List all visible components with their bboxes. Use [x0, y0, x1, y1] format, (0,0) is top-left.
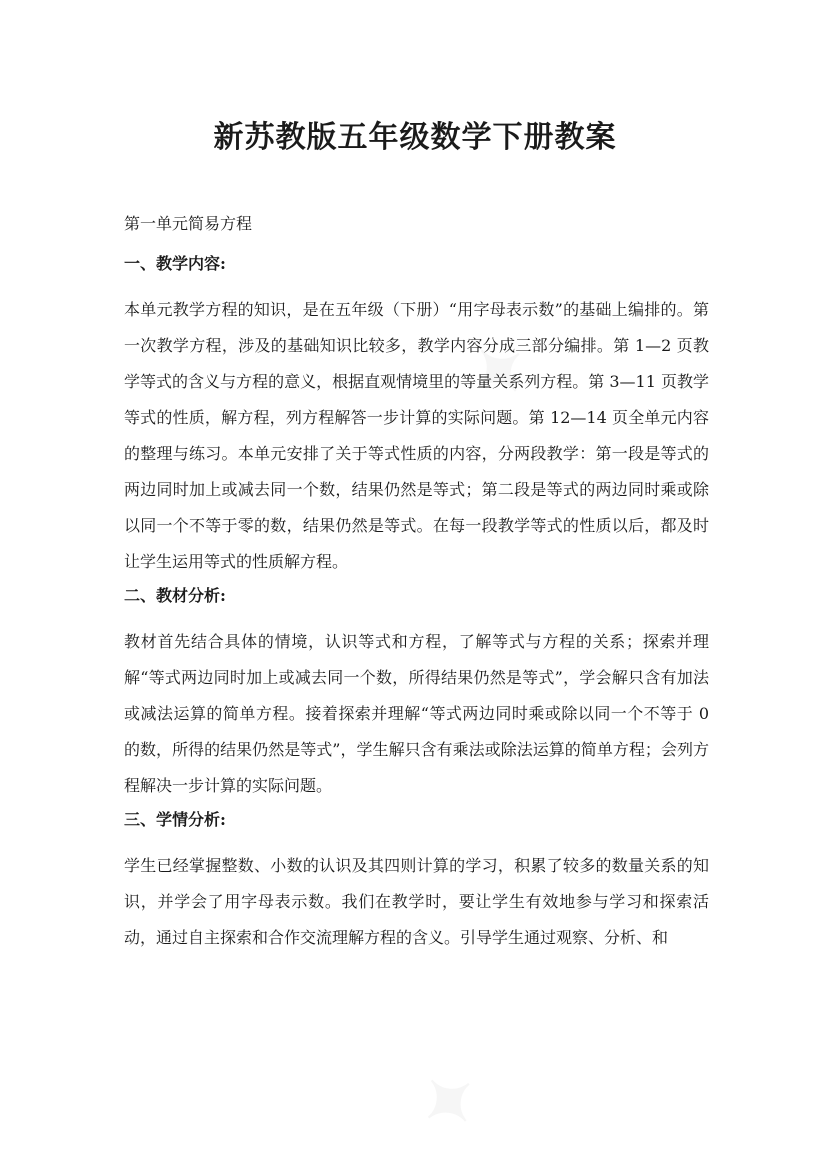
- document-title: 新苏教版五年级数学下册教案: [213, 120, 617, 155]
- section-paragraph: 教材首先结合具体的情境，认识等式和方程，了解等式与方程的关系；探索并理解“等式两边同时加上或减去同一个数，所得结果仍然是等式”，学会解只含有加法或减法运算的简单方程。接着探索并理解“等式两边同时乘或除以同一个不等于 0 的数，所得的结果仍然是等式”，学生解只含有乘法或除法运算的简单方程；会列方程解决一步计算的实际问题。: [124, 632, 709, 795]
- section-paragraph: 学生已经掌握整数、小数的认识及其四则计算的学习，积累了较多的数量关系的知识，并学会了用字母表示数。我们在教学时，要让学生有效地参与学习和探索活动，通过自主探索和合作交流理解方程的含义。引导学生通过观察、分析、和: [124, 856, 709, 947]
- watermark: [400, 1051, 498, 1152]
- section-teaching-content: [124, 254, 709, 580]
- section-paragraph: 本单元教学方程的知识，是在五年级（下册）“用字母表示数”的基础上编排的。第一次教学方程，涉及的基础知识比较多，教学内容分成三部分编排。第 1—2 页教学等式的含义与方程的意义，根据直观情境里的等量关系列方程。第 3—11 页教学等式的性质，解方程，列方程解答一步计算的实际问题。第 12—14 页全单元内容的整理与练习。本单元安排了关于等式性质的内容，分两段教学：第一段是等式的两边同时加上或减去同一个数，结果仍然是等式；第二段是等式的两边同时乘或除以同一个不等于零的数，结果仍然是等式。在每一段教学等式的性质以后，都及时让学生运用等式的性质解方程。: [124, 300, 709, 571]
- section-heading: 二、教材分析:: [124, 586, 226, 605]
- document-body: [124, 214, 709, 962]
- section-heading: 三、学情分析:: [124, 810, 226, 829]
- section-heading: 一、教学内容:: [124, 254, 226, 273]
- section-material-analysis: [124, 586, 709, 804]
- section-student-analysis: [124, 810, 709, 956]
- unit-title: 第一单元简易方程: [124, 214, 253, 233]
